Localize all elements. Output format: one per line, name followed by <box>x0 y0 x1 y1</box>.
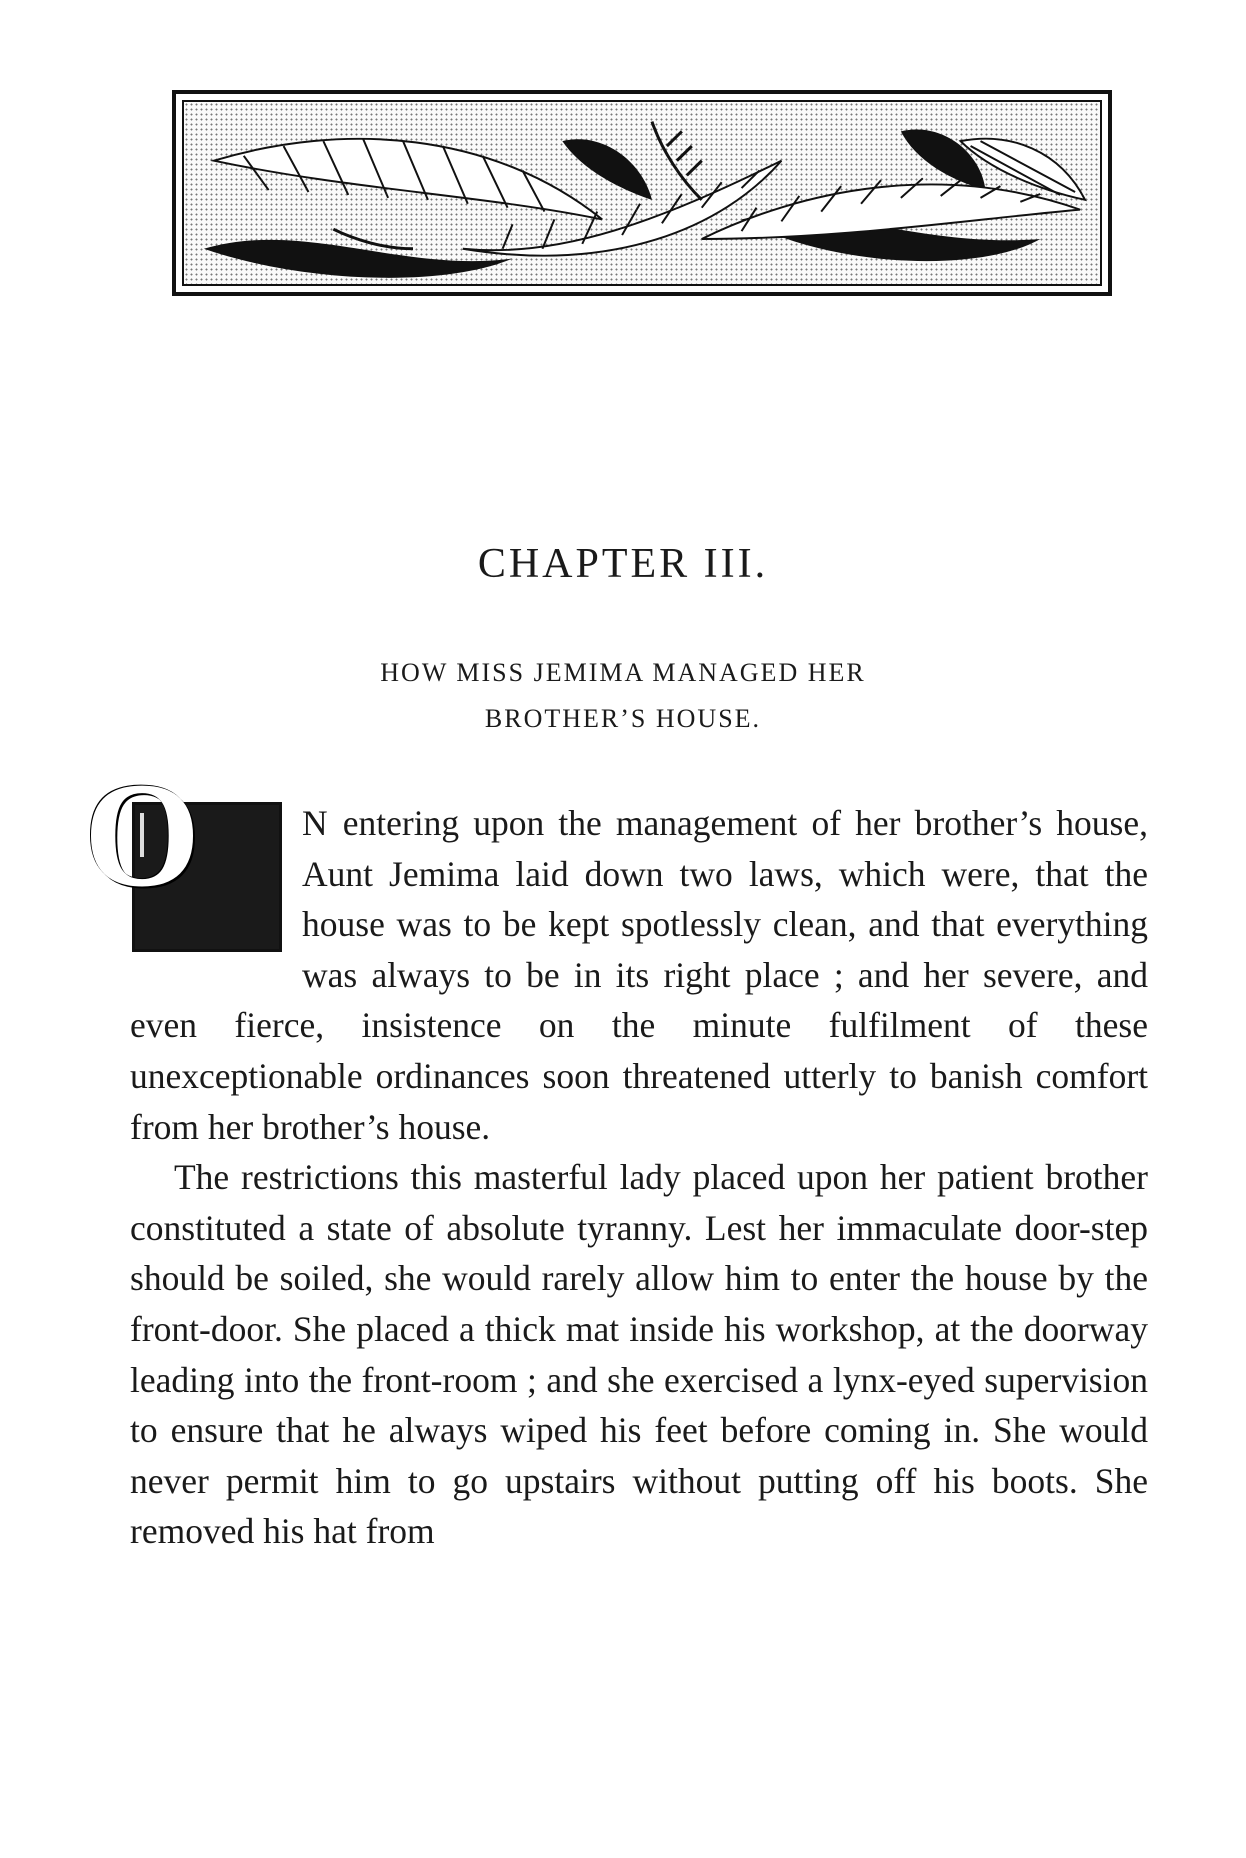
chapter-body <box>83 752 1148 1557</box>
fern-illustration <box>184 102 1100 284</box>
fern-headpiece-ornament <box>172 90 1112 296</box>
paragraph-1 <box>83 752 1148 1152</box>
chapter-subtitle-line-2: BROTHER’S HOUSE. <box>484 704 762 733</box>
paragraph-2: The restrictions this masterful lady placed upon her patient brother constituted a state of absolute tyranny. Lest her immaculate door-step should be soiled, she would rarely allow him to enter the house by the front-door. She placed a thick mat inside his workshop, at the doorway leading into the front-room ; and she exercised a lynx-eyed supervision to ensure that he always wiped his feet before coming in. She would never permit him to go upstairs without putting off his boots. She removed his hat from <box>130 1157 1148 1552</box>
chapter-subtitle <box>0 650 1246 742</box>
fern-leaves-icon <box>182 100 1102 286</box>
drop-cap <box>83 752 282 952</box>
paragraph-1-first-letters: N <box>302 803 329 843</box>
ornamental-initial-o-icon: O <box>140 813 144 857</box>
chapter-title: CHAPTER III. <box>477 541 769 587</box>
chapter-subtitle-line-1: HOW MISS JEMIMA MANAGED HER <box>380 658 866 687</box>
paragraph-1-text: entering upon the management of her brother’s house, Aunt Jemima laid down two laws, which were, that the house was to be kept spotlessly clean, and that everything was always to be in its right place ; and her severe, and even fierce, insistence on the minute fulfilment of these unexceptionable ordinances soon threatened utterly to banish comfort from her brother’s house. <box>130 803 1148 1147</box>
